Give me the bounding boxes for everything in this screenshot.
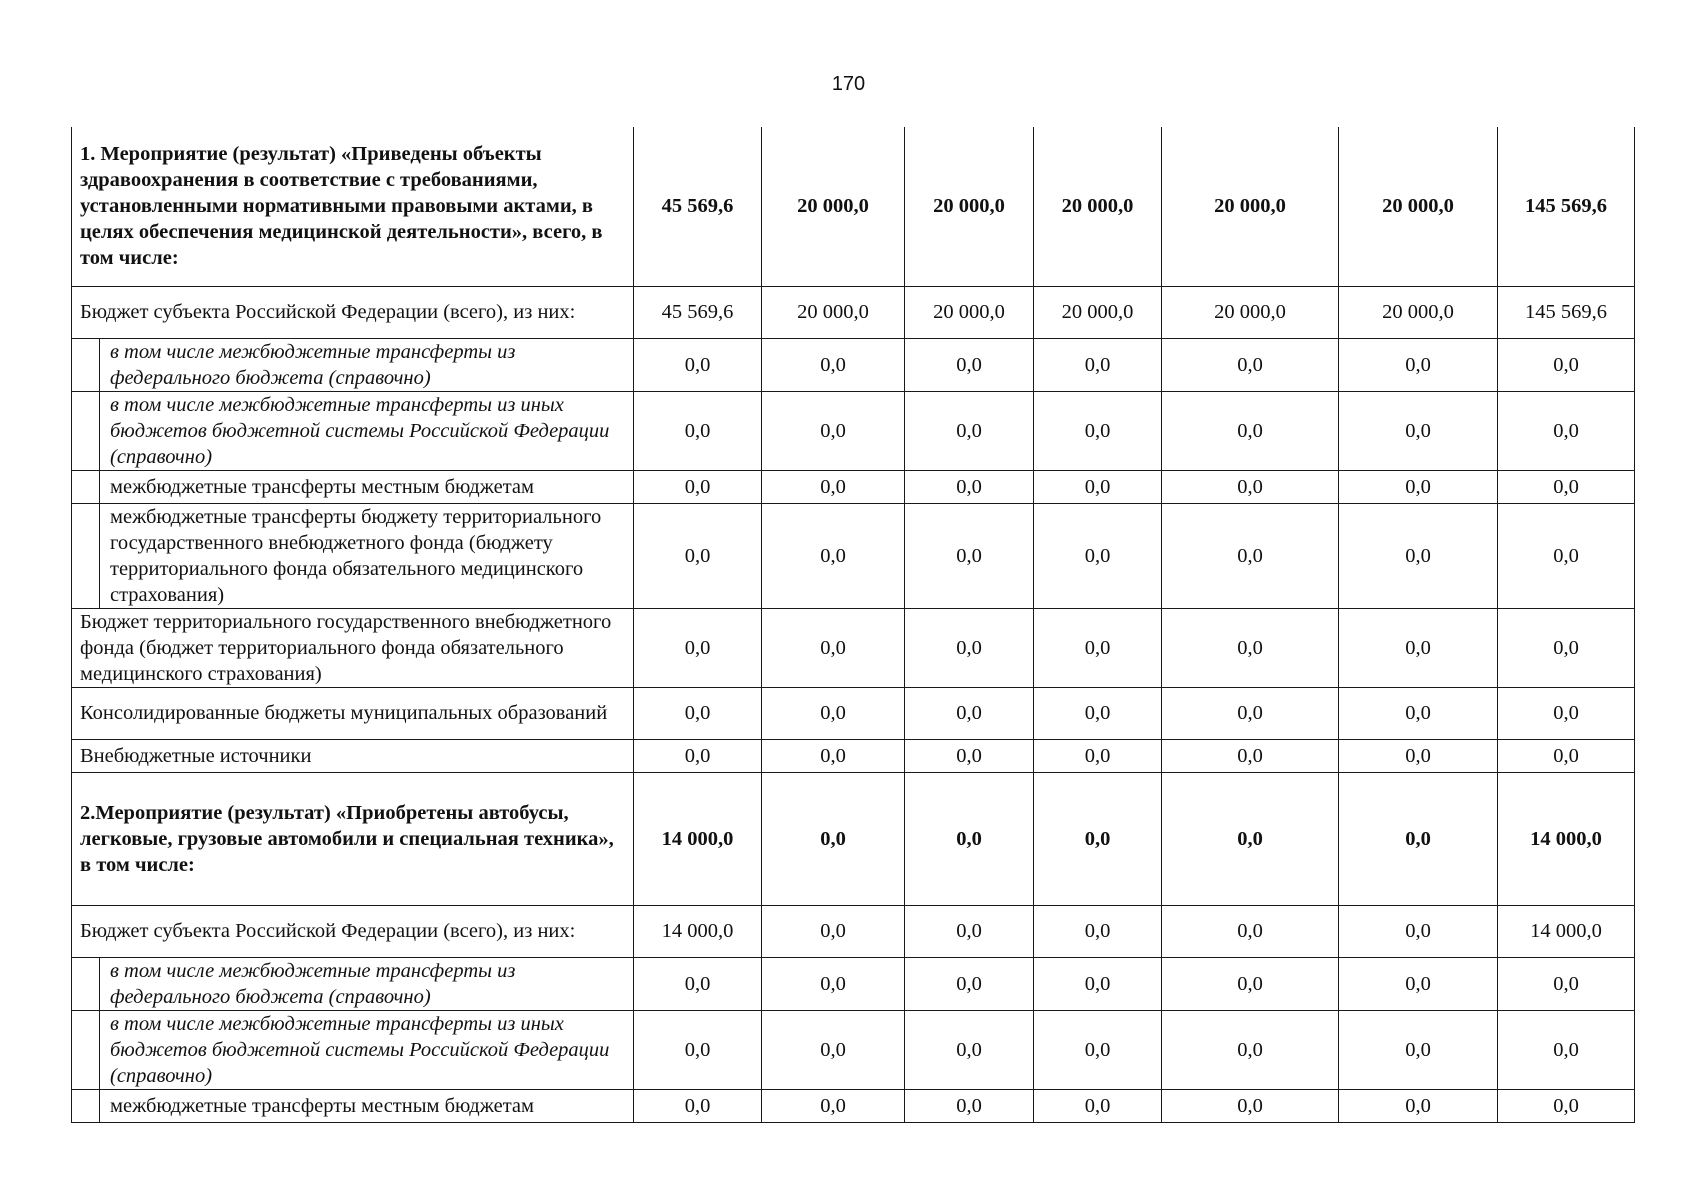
value-cell: 0,0: [1339, 391, 1498, 470]
value-cell: 0,0: [762, 503, 905, 608]
table-row: [72, 1010, 1635, 1089]
row-label: в том числе межбюджетные трансферты из иных бюджетов бюджетной системы Российской Федерации (справочно): [100, 391, 634, 470]
value-cell: 0,0: [1162, 1089, 1339, 1122]
table-row: [72, 338, 1635, 391]
value-cell: 0,0: [905, 1089, 1034, 1122]
value-cell: 0,0: [1162, 1010, 1339, 1089]
indent-cell: [72, 957, 100, 1010]
value-cell: 0,0: [1162, 608, 1339, 687]
value-cell: 14 000,0: [1498, 905, 1635, 957]
value-cell: 0,0: [905, 391, 1034, 470]
value-cell: 0,0: [1162, 772, 1339, 905]
row-label: Внебюджетные источники: [72, 739, 634, 772]
value-cell: 0,0: [1034, 687, 1162, 739]
value-cell: 0,0: [762, 391, 905, 470]
value-cell: 0,0: [905, 957, 1034, 1010]
row-label: 2.Мероприятие (результат) «Приобретены автобусы, легковые, грузовые автомобили и специальная техника», в том числе:: [72, 772, 634, 905]
row-label: Консолидированные бюджеты муниципальных образований: [72, 687, 634, 739]
section-header-row: [72, 127, 1635, 286]
value-cell: 0,0: [1339, 772, 1498, 905]
value-cell: 0,0: [1498, 503, 1635, 608]
value-cell: 0,0: [1162, 338, 1339, 391]
value-cell: 0,0: [1162, 503, 1339, 608]
value-cell: 0,0: [1162, 957, 1339, 1010]
row-label: Бюджет субъекта Российской Федерации (всего), из них:: [72, 905, 634, 957]
value-cell: 0,0: [1339, 338, 1498, 391]
value-cell: 0,0: [1034, 608, 1162, 687]
budget-table: [71, 127, 1635, 1123]
value-cell: 0,0: [762, 957, 905, 1010]
value-cell: 20 000,0: [1339, 127, 1498, 286]
value-cell: 0,0: [1339, 687, 1498, 739]
value-cell: 14 000,0: [634, 905, 762, 957]
value-cell: 20 000,0: [762, 286, 905, 338]
value-cell: 0,0: [634, 391, 762, 470]
value-cell: 0,0: [905, 739, 1034, 772]
value-cell: 0,0: [762, 772, 905, 905]
value-cell: 0,0: [905, 772, 1034, 905]
value-cell: 0,0: [634, 503, 762, 608]
value-cell: 0,0: [1498, 470, 1635, 503]
value-cell: 0,0: [1162, 470, 1339, 503]
table-row: [72, 905, 1635, 957]
value-cell: 20 000,0: [905, 286, 1034, 338]
value-cell: 0,0: [1339, 503, 1498, 608]
table-row: [72, 286, 1635, 338]
value-cell: 0,0: [634, 338, 762, 391]
value-cell: 0,0: [905, 1010, 1034, 1089]
row-label: межбюджетные трансферты местным бюджетам: [100, 470, 634, 503]
value-cell: 0,0: [1339, 905, 1498, 957]
value-cell: 0,0: [905, 608, 1034, 687]
value-cell: 0,0: [1498, 739, 1635, 772]
value-cell: 0,0: [1162, 687, 1339, 739]
value-cell: 20 000,0: [1162, 127, 1339, 286]
value-cell: 0,0: [634, 687, 762, 739]
value-cell: 0,0: [1162, 905, 1339, 957]
value-cell: 20 000,0: [1339, 286, 1498, 338]
value-cell: 0,0: [1034, 1010, 1162, 1089]
value-cell: 0,0: [1498, 608, 1635, 687]
value-cell: 0,0: [634, 608, 762, 687]
row-label: 1. Мероприятие (результат) «Приведены объекты здравоохранения в соответствие с требованиями, установленными нормативными правовыми актами, в целях обеспечения медицинской деятельности», всего, в том числе:: [72, 127, 634, 286]
value-cell: 0,0: [634, 470, 762, 503]
row-label: в том числе межбюджетные трансферты из федерального бюджета (справочно): [100, 957, 634, 1010]
value-cell: 14 000,0: [1498, 772, 1635, 905]
table-row: [72, 687, 1635, 739]
value-cell: 0,0: [762, 1089, 905, 1122]
row-label: в том числе межбюджетные трансферты из иных бюджетов бюджетной системы Российской Федерации (справочно): [100, 1010, 634, 1089]
value-cell: 20 000,0: [1034, 127, 1162, 286]
value-cell: 0,0: [1034, 470, 1162, 503]
value-cell: 0,0: [762, 608, 905, 687]
value-cell: 0,0: [1034, 1089, 1162, 1122]
value-cell: 0,0: [1034, 957, 1162, 1010]
indent-cell: [72, 1010, 100, 1089]
value-cell: 0,0: [1339, 1010, 1498, 1089]
value-cell: 0,0: [762, 739, 905, 772]
value-cell: 145 569,6: [1498, 127, 1635, 286]
row-label: межбюджетные трансферты бюджету территориального государственного внебюджетного фонда (бюджету территориального фонда обязательного медицинского страхования): [100, 503, 634, 608]
value-cell: 0,0: [905, 503, 1034, 608]
value-cell: 0,0: [1162, 739, 1339, 772]
indent-cell: [72, 1089, 100, 1122]
value-cell: 0,0: [1034, 338, 1162, 391]
row-label: межбюджетные трансферты местным бюджетам: [100, 1089, 634, 1122]
value-cell: 0,0: [1339, 470, 1498, 503]
table-row: [72, 957, 1635, 1010]
value-cell: 0,0: [762, 338, 905, 391]
value-cell: 20 000,0: [1162, 286, 1339, 338]
value-cell: 0,0: [634, 1010, 762, 1089]
value-cell: 20 000,0: [762, 127, 905, 286]
table-row: [72, 470, 1635, 503]
value-cell: 0,0: [1034, 391, 1162, 470]
table-row: [72, 608, 1635, 687]
value-cell: 45 569,6: [634, 286, 762, 338]
value-cell: 0,0: [1498, 1089, 1635, 1122]
value-cell: 45 569,6: [634, 127, 762, 286]
value-cell: 0,0: [634, 739, 762, 772]
value-cell: 0,0: [1034, 905, 1162, 957]
indent-cell: [72, 503, 100, 608]
value-cell: 0,0: [1498, 687, 1635, 739]
value-cell: 0,0: [1162, 391, 1339, 470]
table-row: [72, 391, 1635, 470]
row-label: Бюджет территориального государственного внебюджетного фонда (бюджет территориального фонда обязательного медицинского страхования): [72, 608, 634, 687]
value-cell: 0,0: [905, 470, 1034, 503]
budget-table-body: [72, 127, 1635, 1122]
value-cell: 20 000,0: [1034, 286, 1162, 338]
table-row: [72, 503, 1635, 608]
value-cell: 0,0: [1339, 957, 1498, 1010]
value-cell: 0,0: [1498, 957, 1635, 1010]
value-cell: 0,0: [905, 687, 1034, 739]
value-cell: 0,0: [1498, 391, 1635, 470]
row-label: в том числе межбюджетные трансферты из федерального бюджета (справочно): [100, 338, 634, 391]
value-cell: 20 000,0: [905, 127, 1034, 286]
value-cell: 0,0: [762, 1010, 905, 1089]
value-cell: 0,0: [1034, 772, 1162, 905]
value-cell: 14 000,0: [634, 772, 762, 905]
indent-cell: [72, 470, 100, 503]
value-cell: 0,0: [905, 905, 1034, 957]
value-cell: 0,0: [762, 905, 905, 957]
value-cell: 0,0: [634, 957, 762, 1010]
value-cell: 0,0: [1034, 503, 1162, 608]
row-label: Бюджет субъекта Российской Федерации (всего), из них:: [72, 286, 634, 338]
value-cell: 0,0: [1339, 608, 1498, 687]
value-cell: 0,0: [1498, 1010, 1635, 1089]
table-row: [72, 1089, 1635, 1122]
indent-cell: [72, 391, 100, 470]
value-cell: 0,0: [1498, 338, 1635, 391]
section-header-row: [72, 772, 1635, 905]
value-cell: 0,0: [634, 1089, 762, 1122]
value-cell: 145 569,6: [1498, 286, 1635, 338]
indent-cell: [72, 338, 100, 391]
value-cell: 0,0: [1339, 739, 1498, 772]
table-row: [72, 739, 1635, 772]
value-cell: 0,0: [762, 687, 905, 739]
value-cell: 0,0: [1339, 1089, 1498, 1122]
page-number: 170: [831, 73, 866, 95]
value-cell: 0,0: [1034, 739, 1162, 772]
value-cell: 0,0: [762, 470, 905, 503]
value-cell: 0,0: [905, 338, 1034, 391]
